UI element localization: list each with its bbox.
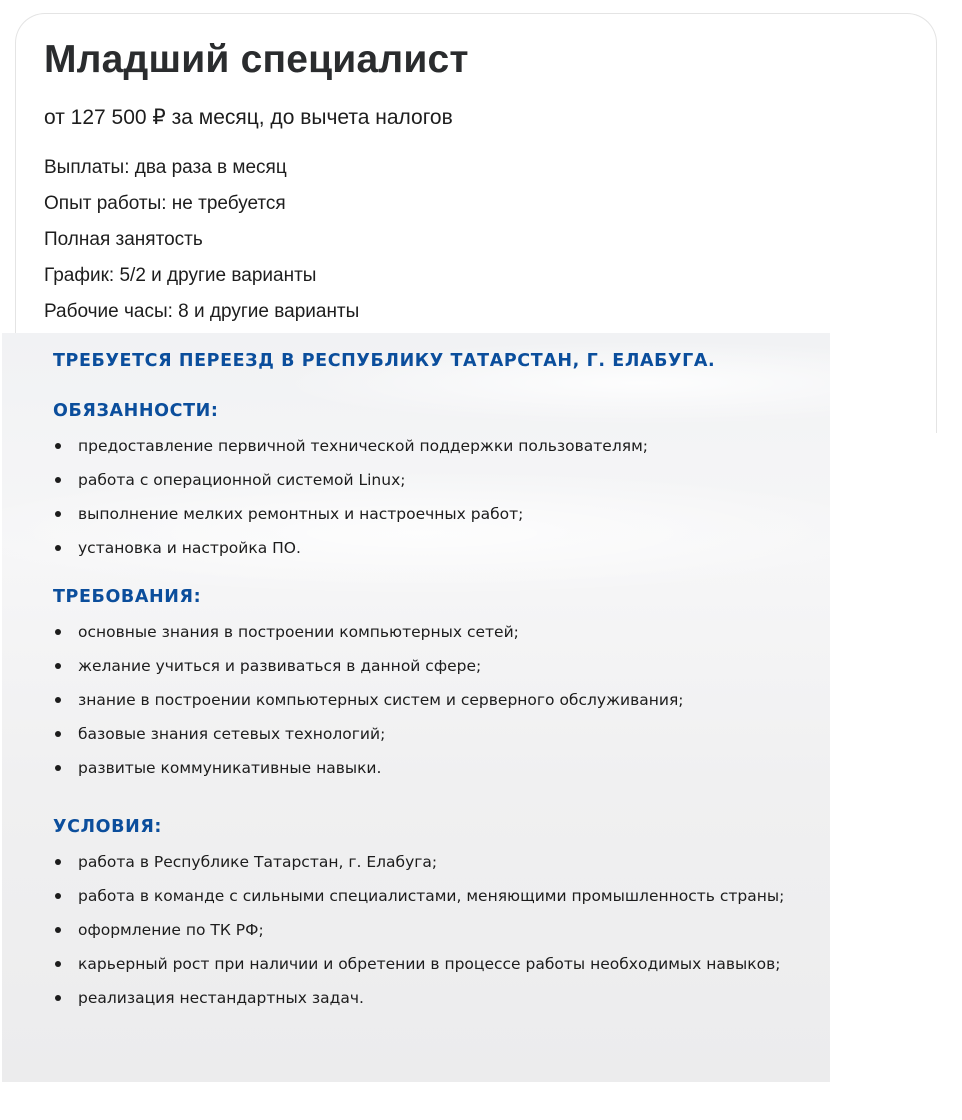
list-item: работа в Республике Татарстан, г. Елабуга; xyxy=(53,851,798,873)
list-item: базовые знания сетевых технологий; xyxy=(53,723,798,745)
list-item: выполнение мелких ремонтных и настроечных работ; xyxy=(53,503,798,525)
conditions-list xyxy=(53,851,830,1009)
fact-hours: Рабочие часы: 8 и другие варианты xyxy=(44,301,360,322)
list-item: предоставление первичной технической поддержки пользователям; xyxy=(53,435,798,457)
fact-payments: Выплаты: два раза в месяц xyxy=(44,157,287,178)
vacancy-description xyxy=(2,333,830,1082)
list-item: оформление по ТК РФ; xyxy=(53,919,798,941)
requirements-list xyxy=(53,621,830,779)
relocation-notice: ТРЕБУЕТСЯ ПЕРЕЕЗД В РЕСПУБЛИКУ ТАТАРСТАН, Г. ЕЛАБУГА. xyxy=(53,351,716,371)
vacancy-facts-list xyxy=(44,150,359,330)
list-item: карьерный рост при наличии и обретении в процессе работы необходимых навыков; xyxy=(53,953,798,975)
fact-schedule: График: 5/2 и другие варианты xyxy=(44,265,317,286)
fact-experience: Опыт работы: не требуется xyxy=(44,193,286,214)
list-item: желание учиться и развиваться в данной сфере; xyxy=(53,655,798,677)
section-heading-duties: ОБЯЗАННОСТИ: xyxy=(53,401,219,421)
list-item: установка и настройка ПО. xyxy=(53,537,798,559)
fact-employment: Полная занятость xyxy=(44,229,203,250)
list-item: знание в построении компьютерных систем и серверного обслуживания; xyxy=(53,689,798,711)
list-item: работа в команде с сильными специалистами, меняющими промышленность страны; xyxy=(53,885,798,907)
list-item: работа с операционной системой Linux; xyxy=(53,469,798,491)
list-item: основные знания в построении компьютерных сетей; xyxy=(53,621,798,643)
salary-text: от 127 500 ₽ за месяц, до вычета налогов xyxy=(44,106,453,129)
section-heading-conditions: УСЛОВИЯ: xyxy=(53,817,163,837)
list-item: развитые коммуникативные навыки. xyxy=(53,757,798,779)
duties-list xyxy=(53,435,830,559)
section-heading-requirements: ТРЕБОВАНИЯ: xyxy=(53,587,202,607)
list-item: реализация нестандартных задач. xyxy=(53,987,798,1009)
vacancy-title: Младший специалист xyxy=(44,38,469,81)
